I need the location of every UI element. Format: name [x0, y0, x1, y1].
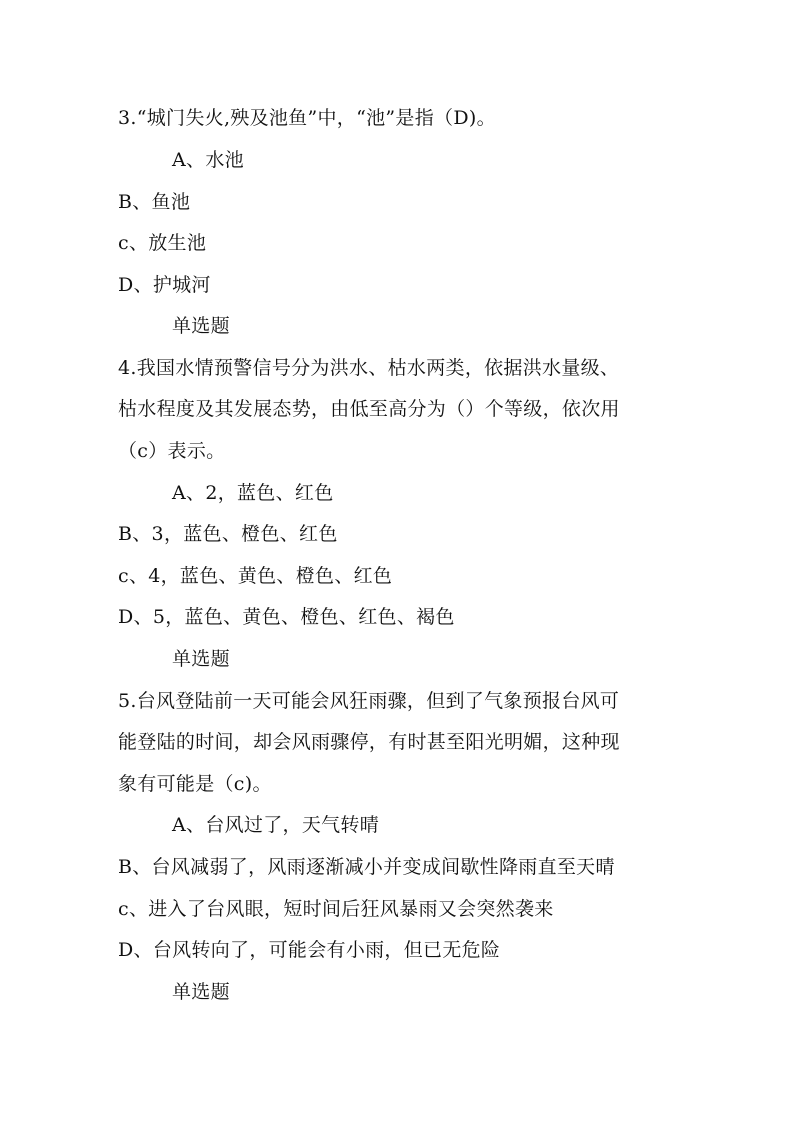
question-5-option-c: c、进入了台风眼，短时间后狂风暴雨又会突然袭来: [118, 898, 554, 920]
question-4-stem-line-2: 枯水程度及其发展态势，由低至高分为（）个等级，依次用: [118, 398, 620, 420]
question-5-stem-line-2: 能登陆的时间，却会风雨骤停，有时甚至阳光明媚，这种现: [118, 731, 620, 753]
question-3-option-a: A、水池: [172, 149, 244, 171]
question-5-stem-line-3: 象有可能是（c)。: [118, 773, 272, 795]
question-5-option-b: B、台风减弱了，风雨逐渐减小并变成间歇性降雨直至天晴: [118, 856, 615, 878]
question-4-option-a: A、2，蓝色、红色: [172, 482, 334, 504]
question-5-type-label: 单选题: [172, 981, 230, 1003]
question-3-type-label: 单选题: [172, 315, 230, 337]
question-5-stem-line-1: 5.台风登陆前一天可能会风狂雨骤，但到了气象预报台风可: [118, 690, 620, 712]
question-4-option-d: D、5，蓝色、黄色、橙色、红色、褐色: [118, 606, 455, 628]
question-3-stem-line-1: 3.“城门失火,殃及池鱼”中，“池”是指（D)。: [118, 107, 496, 129]
question-4-option-b: B、3，蓝色、橙色、红色: [118, 523, 338, 545]
question-5-option-a: A、台风过了，天气转晴: [172, 814, 380, 836]
question-4-option-c: c、4，蓝色、黄色、橙色、红色: [118, 565, 393, 587]
question-3-option-c: c、放生池: [118, 232, 207, 254]
question-4-stem-line-3: （c）表示。: [118, 440, 226, 462]
question-3-option-b: B、鱼池: [118, 191, 191, 213]
question-4-type-label: 单选题: [172, 648, 230, 670]
question-4-stem-line-1: 4.我国水情预警信号分为洪水、枯水两类，依据洪水量级、: [118, 357, 620, 379]
question-3-option-d: D、护城河: [118, 274, 211, 296]
question-5-option-d: D、台风转向了，可能会有小雨，但已无危险: [118, 939, 501, 961]
